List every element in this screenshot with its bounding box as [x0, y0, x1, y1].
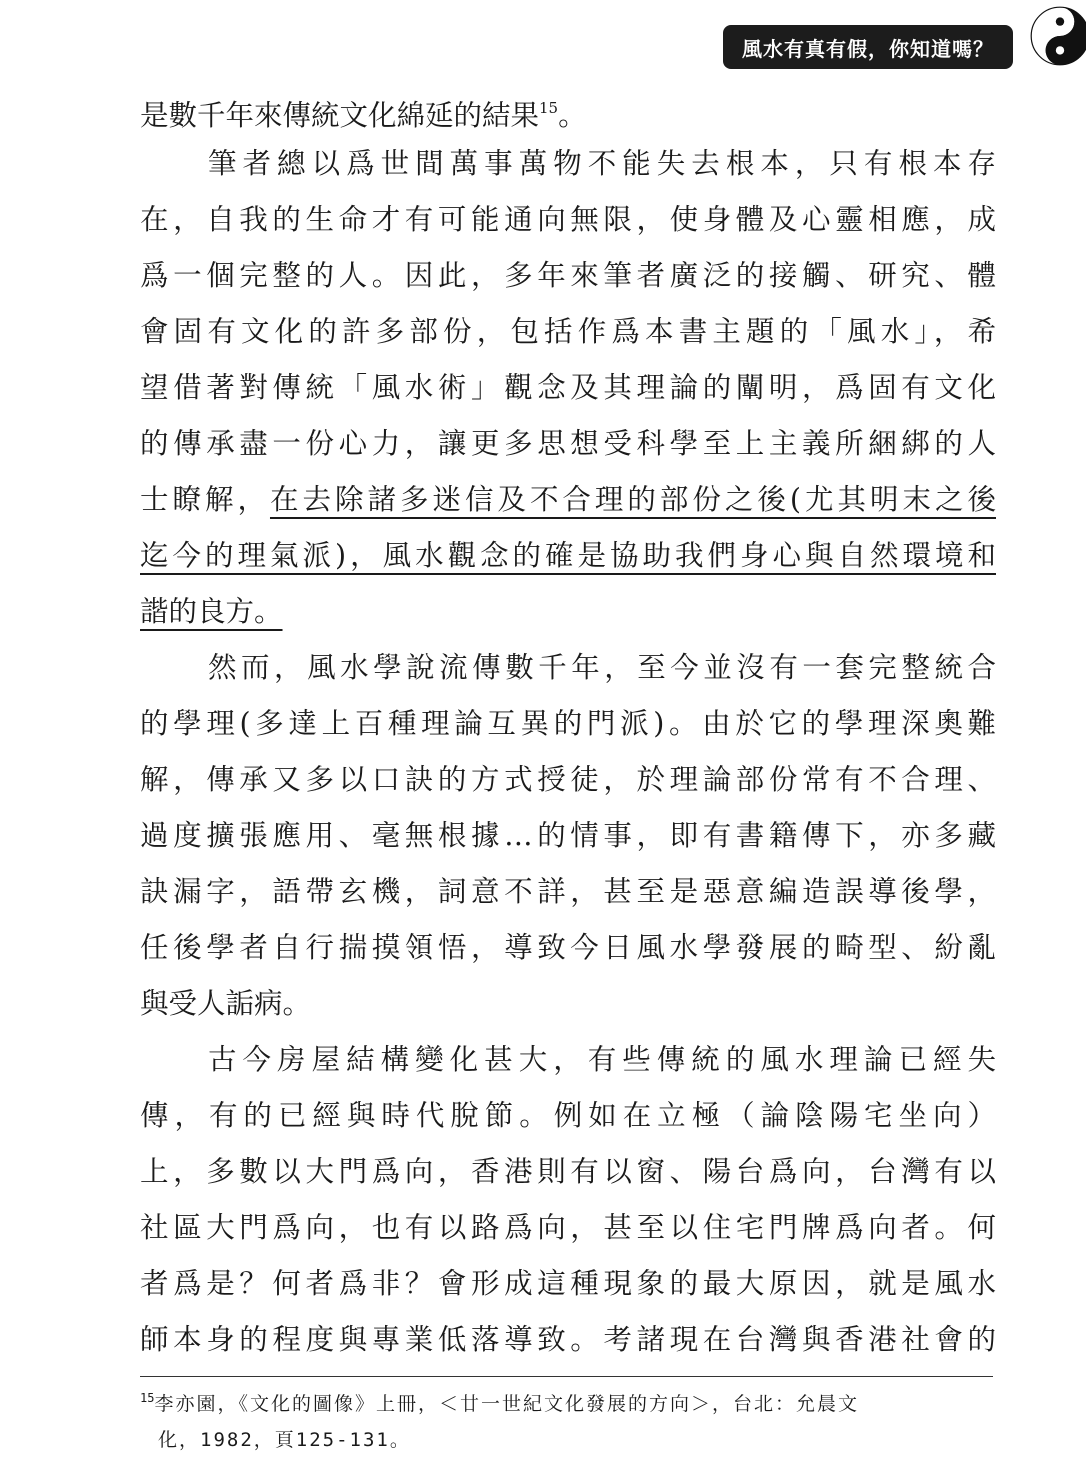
text-line: 訣漏字，語帶玄機，詞意不詳，甚至是惡意編造誤導後學，	[140, 875, 996, 908]
text-line: 者爲是？何者爲非？會形成這種現象的最大原因，就是風水	[140, 1267, 996, 1300]
text-line: 是數千年來傳統文化綿延的結果$^{15}$。	[140, 99, 587, 132]
text-line	[140, 584, 996, 640]
paragraph-start-line: 筆者總以爲世間萬事萬物不能失去根本，只有根本存	[208, 147, 996, 180]
text-line: 在，自我的生命才有可能通向無限，使身體及心靈相應，成	[140, 203, 996, 236]
text-line: 傳，有的已經與時代脫節。例如在立極（論陰陽宅坐向）	[140, 1099, 996, 1132]
chapter-title: 風水有真有假，你知道嗎？	[742, 36, 994, 61]
underlined-text: 迄今的理氣派)，風水觀念的確是協助我們身心與自然環境和	[140, 539, 996, 572]
text-line: 任後學者自行揣摸領悟，導致今日風水學發展的畸型、紛亂	[140, 931, 996, 964]
text-line: 望借著對傳統「風水術」觀念及其理論的闡明，爲固有文化	[140, 371, 996, 404]
underlined-text: 在去除諸多迷信及不合理的部份之後(尤其明末之後	[269, 483, 996, 516]
text-line: 師本身的程度與專業低落導致。考諸現在台灣與香港社會的	[140, 1323, 996, 1356]
text-line: 過度擴張應用、毫無根據…的情事，即有書籍傳下，亦多藏	[140, 819, 996, 852]
text-line: 的學理(多達上百種理論互異的門派)。由於它的學理深奧難	[140, 707, 996, 740]
text-line: 爲一個完整的人。因此，多年來筆者廣泛的接觸、研究、體	[140, 259, 996, 292]
text-line: 與受人詬病。	[140, 987, 312, 1020]
text-line: 士瞭解，在去除諸多迷信及不合理的部份之後(尤其明末之後	[140, 483, 996, 516]
text-line: 解，傳承又多以口訣的方式授徒，於理論部份常有不合理、	[140, 763, 996, 796]
text-line: 的傳承盡一份心力，讓更多思想受科學至上主義所綑綁的人	[140, 427, 996, 460]
body-text	[140, 80, 996, 1368]
footnote-line: $^{15}$李亦園，《文化的圖像》上冊，＜廿一世紀文化發展的方向＞，台北：允晨文	[140, 1391, 859, 1415]
footnote-divider	[140, 1376, 993, 1377]
footnote-ref[interactable]: 15	[539, 99, 559, 117]
text-line	[140, 528, 996, 584]
underlined-text: 諧的良方。	[140, 595, 283, 628]
paragraph-start-line: 古今房屋結構變化甚大，有些傳統的風水理論已經失	[208, 1043, 996, 1076]
text-line: 社區大門爲向，也有以路爲向，甚至以住宅門牌爲向者。何	[140, 1211, 996, 1244]
text-line: 上，多數以大門爲向，香港則有以窗、陽台爲向，台灣有以	[140, 1155, 996, 1188]
footnote	[140, 1380, 993, 1458]
yin-yang-icon	[1030, 6, 1086, 66]
footnote-marker: 15	[140, 1391, 155, 1405]
chapter-title-badge	[723, 25, 1013, 69]
text-line: 會固有文化的許多部份，包括作爲本書主題的「風水」，希	[140, 315, 996, 348]
paragraph-start-line: 然而，風水學說流傳數千年，至今並沒有一套完整統合	[208, 651, 996, 684]
footnote-line: 化，1982，頁125-131。	[158, 1429, 411, 1451]
